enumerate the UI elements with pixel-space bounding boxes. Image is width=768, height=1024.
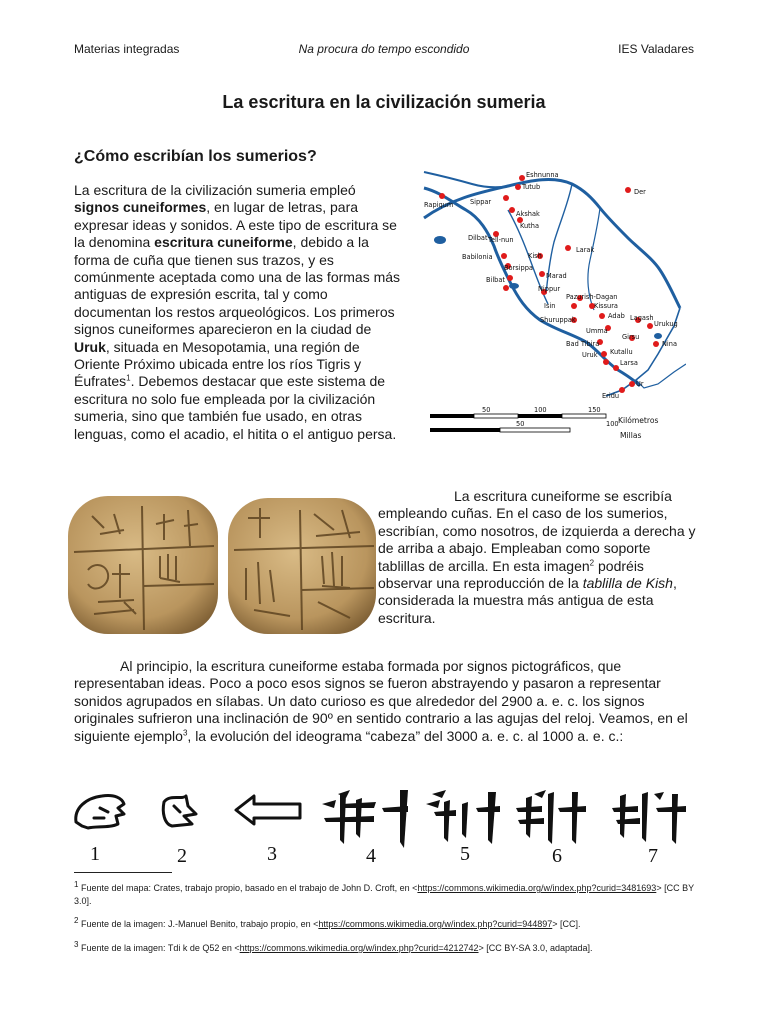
city-label: Babilonia	[462, 253, 493, 261]
header-center: Na procura do tempo escondido	[298, 42, 470, 56]
city-label: Adab	[608, 312, 625, 320]
footnote-tail: > [CC].	[552, 919, 581, 929]
evolution-label-4: 4	[366, 845, 376, 866]
header-right: IES Valadares	[618, 42, 694, 56]
city-label: Pazurish-Dagan	[566, 293, 618, 301]
glyph-cuneiform-wedges	[322, 790, 686, 848]
text: , considerada la muestra más antigua de esta escritura.	[378, 575, 677, 626]
scale-mi-tick: 100	[606, 420, 619, 428]
city-label: Marad	[546, 272, 567, 280]
bold-term: signos cuneiformes	[74, 199, 207, 216]
italic-term: tablilla de Kish	[582, 575, 673, 592]
footnote-link[interactable]: https://commons.wikimedia.org/w/index.php?curid=3481693	[417, 883, 657, 893]
footnote-3	[74, 942, 694, 955]
city-label: Kutallu	[610, 348, 633, 356]
city-label: Girsu	[622, 333, 640, 341]
footnote-2	[74, 918, 694, 931]
section-title: ¿Cómo escribían los sumerios?	[74, 148, 317, 165]
evolution-label-3: 3	[267, 843, 277, 865]
city-label: Eridu	[602, 392, 620, 400]
text: La escritura de la civilización sumeria empleó	[74, 182, 356, 198]
footnote-link[interactable]: https://commons.wikimedia.org/w/index.php?curid=4212742	[239, 943, 479, 953]
evolution-label-1: 1	[90, 843, 100, 865]
city-label: Kissura	[594, 302, 618, 310]
city-label: Akshak	[516, 210, 540, 218]
footnote-separator	[74, 872, 172, 873]
evolution-label-5: 5	[460, 843, 470, 865]
city-label: Kish	[528, 252, 542, 260]
cuneiform-evolution-figure	[64, 782, 704, 866]
city-label: Nippur	[538, 285, 561, 293]
scale-km-tick: 100	[534, 406, 547, 414]
city-label: Rapiqum	[424, 201, 454, 209]
text: Al principio, la escritura cuneiforme estaba formada por signos pictográficos, que representaban ideas. Poco a poco esos signos se fueron abstrayendo y pasaron a representar sonidos agrupados en sílabas. Un dato curioso es que alrededor del 2900 a. e. c. los signos originales sufrieron una inclinación de 90º en sentido contrario a las agujas del reloj. Veamos, en el siguiente ejemplo	[74, 658, 688, 744]
city-label: Kutha	[520, 222, 539, 230]
scale-km-tick: 50	[482, 406, 491, 414]
footnote-mark: 3	[74, 940, 79, 949]
city-label: Larsa	[620, 359, 638, 367]
city-label: Dilbat	[468, 234, 488, 242]
text: , debido a la forma de cuña que tienen sus trazos, y es comúnmente aceptada como una de las formas más antiguas de expresión escrita, tal y como documentan los restos arqueológicos. Los primeros signos cuneiformes aparecieron en la ciudad de	[74, 234, 401, 338]
city-label: Tutub	[522, 183, 541, 191]
header-left: Materias integradas	[74, 42, 180, 56]
city-label: Nina	[662, 340, 677, 348]
kish-tablet-image	[64, 490, 380, 640]
glyph-head-rotated	[236, 796, 300, 824]
bold-term: escritura cuneiforme	[154, 234, 293, 251]
city-label: Bilbat	[486, 276, 505, 284]
text: , la evolución del ideograma “cabeza” del 3000 a. e. c. al 1000 a. e. c.:	[187, 727, 624, 744]
footnote-text: Fuente de la imagen: J.-Manuel Benito, trabajo propio, en <	[78, 919, 319, 929]
scale-mi-label: Millas	[620, 431, 642, 440]
footnote-ref: 1	[126, 373, 131, 383]
footnote-ref: 3	[182, 727, 188, 737]
city-label: Uruk	[582, 351, 598, 359]
paragraph-evolution	[74, 658, 700, 745]
city-label: Shuruppak	[540, 316, 576, 324]
evolution-label-7: 7	[648, 845, 658, 866]
text: . Debemos destacar que este sistema de escritura no solo fue empleada por la civilización sumeria, sino que también fue usado, en otras lenguas, como el acadio, el hitita o el antiguo persa.	[74, 373, 397, 442]
scale-km-label: Kilómetros	[618, 416, 659, 425]
footnote-ref: 2	[589, 557, 595, 567]
footnote-link[interactable]: https://commons.wikimedia.org/w/index.php?curid=944897	[318, 919, 553, 929]
text: , en lugar de letras, para expresar ideas y sonidos. A este tipo de escritura se la denomina	[74, 199, 397, 251]
city-label: Bad Tibira	[566, 340, 600, 348]
bold-term: Uruk	[74, 338, 106, 355]
scale-mi-tick: 50	[516, 420, 525, 428]
city-label: Larak	[576, 246, 595, 254]
city-label: Eshnunna	[526, 171, 559, 179]
text: podréis observar una reproducción de la	[378, 557, 644, 592]
text: La escritura cuneiforme se escribía empleando cuñas. En el caso de los sumerios, escribían, como nosotros, de izquierda a derecha y de arriba a abajo. Empleaban como soporte tablillas de arcilla. En esta imagen	[378, 488, 696, 574]
city-label: Umma	[586, 327, 608, 335]
mesopotamia-map	[422, 158, 686, 442]
city-label: Ur	[636, 380, 644, 388]
city-label: Sippar	[470, 198, 492, 206]
footnote-tail: > [CC BY 3.0].	[74, 883, 694, 906]
glyph-head-pictogram	[76, 795, 124, 828]
paragraph-intro	[74, 182, 404, 443]
document-title: La escritura en la civilización sumeria	[222, 92, 546, 112]
city-label: Borsippa	[504, 264, 533, 272]
footnote-text: Fuente del mapa: Crates, trabajo propio, basado en el trabajo de John D. Croft, en <	[78, 883, 418, 893]
footnote-1	[74, 882, 694, 907]
city-label: Der	[634, 188, 646, 196]
footnote-text: Fuente de la imagen: Tdi k de Q52 en <	[78, 943, 240, 953]
footnote-tail: > [CC BY-SA 3.0, adaptada].	[478, 943, 593, 953]
scale-km-tick: 150	[588, 406, 601, 414]
city-label: Lagash	[630, 314, 654, 322]
city-label: Urukug	[654, 320, 678, 328]
paragraph-tablet	[378, 488, 700, 627]
city-label: Tell-nun	[488, 236, 514, 244]
footnote-mark: 2	[74, 916, 79, 925]
evolution-label-2: 2	[177, 845, 187, 866]
text: , situada en Mesopotamia, una región de Oriente Próximo ubicada entre los ríos Tigris y Éufrates	[74, 338, 362, 390]
city-label: Isin	[544, 302, 556, 310]
footnote-mark: 1	[74, 880, 79, 889]
evolution-label-6: 6	[552, 845, 562, 866]
